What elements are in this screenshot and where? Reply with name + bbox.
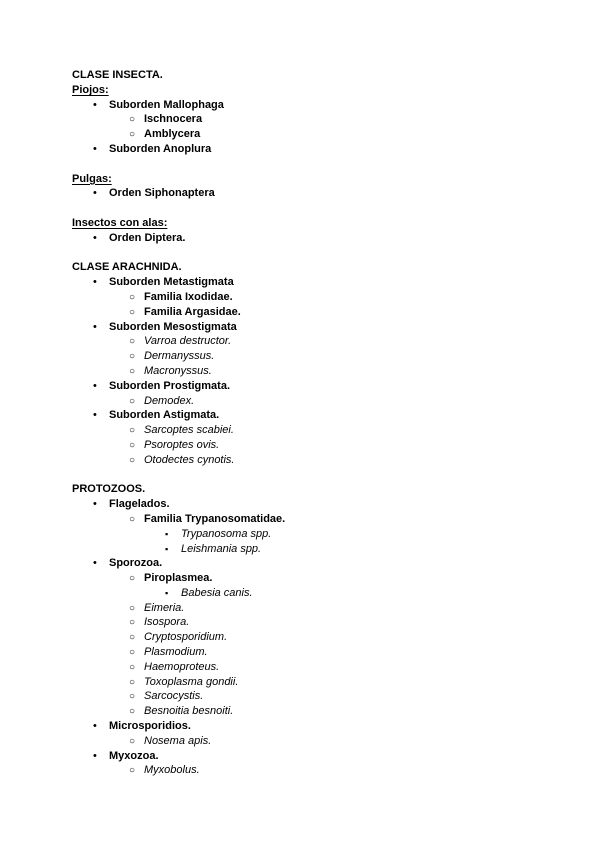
line-text: Flagelados.: [109, 498, 170, 511]
line-text: Suborden Astigmata.: [109, 409, 220, 422]
line-text: Ischnocera: [144, 113, 203, 126]
list-item: [72, 689, 564, 704]
line-text: Piojos:: [72, 83, 109, 96]
list-item: [72, 615, 564, 630]
circle-bullet-icon: ○: [129, 291, 136, 303]
line-text: Familia Ixodidae.: [144, 290, 233, 303]
disc-bullet-icon: •: [93, 142, 97, 155]
list-item: [72, 364, 564, 379]
list-item: [72, 408, 564, 423]
line-text: Toxoplasma gondii.: [144, 675, 239, 688]
circle-bullet-icon: ○: [129, 573, 136, 585]
circle-bullet-icon: ○: [129, 661, 136, 673]
list-item: [72, 571, 564, 586]
list-item: [72, 127, 564, 142]
line-text: Suborden Anoplura: [109, 142, 212, 155]
line-text: Insectos con alas:: [72, 216, 168, 229]
square-bullet-icon: ▪: [165, 543, 169, 554]
line-text: Familia Argasidae.: [144, 305, 241, 318]
line-text: Macronyssus.: [144, 364, 212, 377]
line-text: Myxobolus.: [144, 764, 200, 777]
disc-bullet-icon: •: [93, 187, 97, 200]
list-item: [72, 305, 564, 320]
list-item: [72, 542, 564, 557]
list-item: [72, 334, 564, 349]
list-item: [72, 186, 564, 201]
line-text: Cryptosporidium.: [144, 631, 228, 644]
line-text: Haemoproteus.: [144, 660, 220, 673]
line-text: Varroa destructor.: [144, 335, 232, 348]
line-text: Besnoitia besnoiti.: [144, 705, 234, 718]
list-item: [72, 527, 564, 542]
line-text: Orden Siphonaptera: [109, 187, 215, 200]
line-text: Suborden Mallophaga: [109, 98, 224, 111]
line-text: Plasmodium.: [144, 646, 208, 659]
disc-bullet-icon: •: [93, 276, 97, 289]
square-bullet-icon: ▪: [165, 587, 169, 598]
list-item: [72, 290, 564, 305]
section-heading: [72, 216, 564, 231]
line-text: Trypanosoma spp.: [181, 527, 272, 540]
list-item: [72, 142, 564, 157]
document-content: [72, 68, 564, 778]
list-item: [72, 453, 564, 468]
disc-bullet-icon: •: [93, 720, 97, 733]
circle-bullet-icon: ○: [129, 336, 136, 348]
line-text: Demodex.: [144, 394, 195, 407]
circle-bullet-icon: ○: [129, 691, 136, 703]
line-text: Sarcoptes scabiei.: [144, 424, 234, 437]
list-item: [72, 438, 564, 453]
line-text: Orden Diptera.: [109, 231, 186, 244]
disc-bullet-icon: •: [93, 409, 97, 422]
blank-line: [72, 246, 564, 261]
line-text: Familia Trypanosomatidae.: [144, 512, 286, 525]
circle-bullet-icon: ○: [129, 306, 136, 318]
blank-line: [72, 157, 564, 172]
section-heading: [72, 172, 564, 187]
circle-bullet-icon: ○: [129, 706, 136, 718]
line-text: Dermanyssus.: [144, 350, 215, 363]
blank-line: [72, 201, 564, 216]
section-heading: [72, 482, 564, 497]
line-text: Otodectes cynotis.: [144, 453, 235, 466]
line-text: Suborden Mesostigmata: [109, 320, 237, 333]
line-text: Myxozoa.: [109, 749, 159, 762]
list-item: [72, 423, 564, 438]
list-item: [72, 98, 564, 113]
line-text: CLASE INSECTA.: [72, 69, 163, 81]
circle-bullet-icon: ○: [129, 765, 136, 777]
list-item: [72, 112, 564, 127]
disc-bullet-icon: •: [93, 749, 97, 762]
line-text: Pulgas:: [72, 172, 112, 185]
list-item: [72, 556, 564, 571]
line-text: Psoroptes ovis.: [144, 438, 220, 451]
line-text: Nosema apis.: [144, 734, 212, 747]
line-text: Suborden Prostigmata.: [109, 379, 231, 392]
line-text: Eimeria.: [144, 601, 185, 614]
list-item: [72, 704, 564, 719]
circle-bullet-icon: ○: [129, 735, 136, 747]
line-text: Isospora.: [144, 616, 190, 629]
list-item: [72, 630, 564, 645]
circle-bullet-icon: ○: [129, 114, 136, 126]
circle-bullet-icon: ○: [129, 439, 136, 451]
circle-bullet-icon: ○: [129, 617, 136, 629]
disc-bullet-icon: •: [93, 231, 97, 244]
circle-bullet-icon: ○: [129, 395, 136, 407]
disc-bullet-icon: •: [93, 557, 97, 570]
disc-bullet-icon: •: [93, 98, 97, 111]
line-text: Leishmania spp.: [181, 542, 262, 555]
list-item: [72, 601, 564, 616]
line-text: Piroplasmea.: [144, 572, 213, 585]
line-text: Amblycera: [144, 128, 201, 141]
section-heading: [72, 260, 564, 275]
list-item: [72, 394, 564, 409]
circle-bullet-icon: ○: [129, 676, 136, 688]
list-item: [72, 719, 564, 734]
disc-bullet-icon: •: [93, 379, 97, 392]
list-item: [72, 749, 564, 764]
circle-bullet-icon: ○: [129, 602, 136, 614]
section-heading: [72, 83, 564, 98]
line-text: Suborden Metastigmata: [109, 276, 234, 289]
line-text: PROTOZOOS.: [72, 483, 146, 496]
line-text: Sporozoa.: [109, 557, 163, 570]
section-heading: [72, 68, 564, 83]
list-item: [72, 231, 564, 246]
list-item: [72, 497, 564, 512]
line-text: Sarcocystis.: [144, 690, 204, 703]
list-item: [72, 763, 564, 778]
disc-bullet-icon: •: [93, 320, 97, 333]
list-item: [72, 660, 564, 675]
disc-bullet-icon: •: [93, 498, 97, 511]
list-item: [72, 320, 564, 335]
circle-bullet-icon: ○: [129, 454, 136, 466]
line-text: Babesia canis.: [181, 586, 253, 599]
circle-bullet-icon: ○: [129, 425, 136, 437]
square-bullet-icon: ▪: [165, 528, 169, 539]
circle-bullet-icon: ○: [129, 351, 136, 363]
line-text: Microsporidios.: [109, 720, 191, 733]
list-item: [72, 512, 564, 527]
list-item: [72, 379, 564, 394]
list-item: [72, 586, 564, 601]
list-item: [72, 734, 564, 749]
circle-bullet-icon: ○: [129, 647, 136, 659]
blank-line: [72, 468, 564, 483]
list-item: [72, 275, 564, 290]
circle-bullet-icon: ○: [129, 632, 136, 644]
circle-bullet-icon: ○: [129, 365, 136, 377]
circle-bullet-icon: ○: [129, 513, 136, 525]
list-item: [72, 675, 564, 690]
circle-bullet-icon: ○: [129, 129, 136, 141]
list-item: [72, 349, 564, 364]
list-item: [72, 645, 564, 660]
line-text: CLASE ARACHNIDA.: [72, 261, 182, 274]
